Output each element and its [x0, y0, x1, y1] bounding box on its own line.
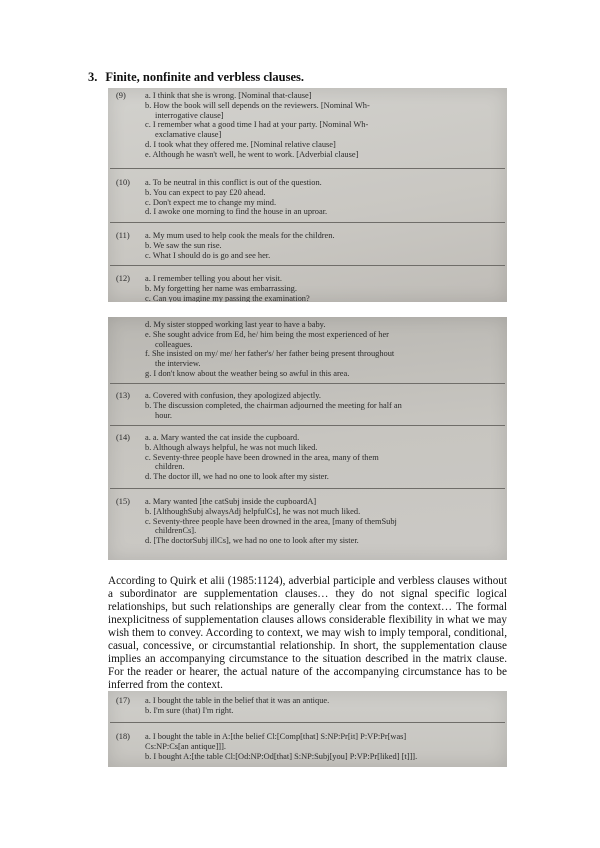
example-line: the interview. — [155, 359, 201, 369]
example-line: c. I remember what a good time I had at your party. [Nominal Wh- — [145, 120, 369, 130]
example-line: children. — [155, 462, 185, 472]
divider — [110, 722, 505, 723]
example-line: interrogative clause] — [155, 110, 224, 120]
example-label: (18) — [116, 732, 130, 741]
divider — [110, 425, 505, 426]
example-line: b. My forgetting her name was embarrassing. — [145, 283, 297, 293]
example-line: d. The doctor ill, we had no one to look after my sister. — [145, 472, 329, 482]
divider — [110, 222, 505, 223]
example-line: c. Can you imagine my passing the examination? — [145, 293, 310, 302]
example-line: a. Mary wanted [the catSubj inside the cupboardA] — [145, 497, 317, 506]
example-photo-1 — [108, 88, 507, 302]
example-line: a. Covered with confusion, they apologized abjectly. — [145, 391, 321, 400]
example-label: (10) — [116, 178, 130, 187]
section-title: Finite, nonfinite and verbless clauses. — [105, 70, 304, 84]
example-line: a. a. Mary wanted the cat inside the cupboard. — [145, 433, 300, 442]
example-line: d. [The doctorSubj illCs], we had no one to look after my sister. — [145, 536, 359, 546]
example-line: b. I'm sure (that) I'm right. — [145, 705, 234, 715]
section-number: 3. — [88, 70, 98, 84]
example-line: a. To be neutral in this conflict is out of the question. — [145, 178, 322, 187]
example-line: g. I don't know about the weather being so awful in this area. — [145, 368, 350, 378]
body-paragraph: According to Quirk et alii (1985:1124), adverbial participle and verbless clauses without a subordinator are supplementation clauses… they do not signal specific logical relationships, but such relationships are generally clear from the context… The formal inexplicitness of supplementation clauses allows considerable flexibility in what we may wish them to convey. According to context, we may wish to imply temporal, conditional, casual, concessive, or circumstantial relationship. In short, the supplementation clause implies an accompanying circumstance to the situation described in the matrix clause. For the reader or hearer, the actual nature of the accompanying circumstance has to be inferred from the context. — [108, 575, 507, 692]
example-line: f. She insisted on my/ me/ her father's/ her father being present throughout — [145, 349, 395, 359]
example-line: a. I bought the table in the belief that it was an antique. — [145, 696, 330, 705]
example-line: c. What I should do is go and see her. — [145, 250, 271, 260]
example-line: d. I awoke one morning to find the house in an uproar. — [145, 207, 328, 217]
example-line: childrenCs]. — [155, 526, 197, 536]
example-line: hour. — [155, 410, 172, 420]
example-line: b. You can expect to pay £20 ahead. — [145, 187, 266, 197]
example-label: (17) — [116, 696, 130, 705]
example-line: e. She sought advice from Ed, he/ him being the most experienced of her — [145, 329, 389, 339]
example-line: b. I bought A:[the table Cl:[Od:NP:Od[that] S:NP:Subj[you] P:VP:Pr[liked] [t]]]. — [145, 751, 418, 761]
divider — [110, 168, 505, 169]
example-label: (15) — [116, 497, 130, 506]
example-line: d. I took what they offered me. [Nominal relative clause] — [145, 139, 336, 149]
example-label: (9) — [116, 91, 126, 100]
example-photo-3 — [108, 691, 507, 767]
example-line: a. I bought the table in A:[the belief Cl:[Comp[that] S:NP:Pr[it] P:VP:Pr[was] — [145, 732, 407, 741]
example-line: e. Although he wasn't well, he went to work. [Adverbial clause] — [145, 149, 359, 159]
example-line: b. We saw the sun rise. — [145, 240, 222, 250]
example-line: a. I remember telling you about her visit. — [145, 274, 282, 283]
example-label: (14) — [116, 433, 130, 442]
example-line: d. My sister stopped working last year to have a baby. — [145, 320, 326, 329]
example-line: colleagues. — [155, 339, 193, 349]
example-line: c. Don't expect me to change my mind. — [145, 197, 277, 207]
divider — [110, 488, 505, 489]
example-line: b. [AlthoughSubj alwaysAdj helpfulCs], he was not much liked. — [145, 506, 361, 516]
example-line: a. My mum used to help cook the meals for the children. — [145, 231, 335, 240]
example-line: Cs:NP:Cs[an antique]]]. — [145, 741, 226, 751]
divider — [110, 265, 505, 266]
example-line: b. Although always helpful, he was not much liked. — [145, 442, 318, 452]
example-label: (13) — [116, 391, 130, 400]
example-line: a. I think that she is wrong. [Nominal that-clause] — [145, 91, 312, 100]
example-line: b. How the book will sell depends on the reviewers. [Nominal Wh- — [145, 100, 370, 110]
example-line: exclamative clause] — [155, 130, 222, 140]
section-heading — [88, 70, 304, 85]
example-line: c. Seventy-three people have been drowned in the area, [many of themSubj — [145, 516, 397, 526]
divider — [110, 383, 505, 384]
example-label: (12) — [116, 274, 130, 283]
example-line: c. Seventy-three people have been drowned in the area, many of them — [145, 452, 379, 462]
example-line: b. The discussion completed, the chairman adjourned the meeting for half an — [145, 400, 402, 410]
example-photo-2 — [108, 317, 507, 560]
example-label: (11) — [116, 231, 130, 240]
